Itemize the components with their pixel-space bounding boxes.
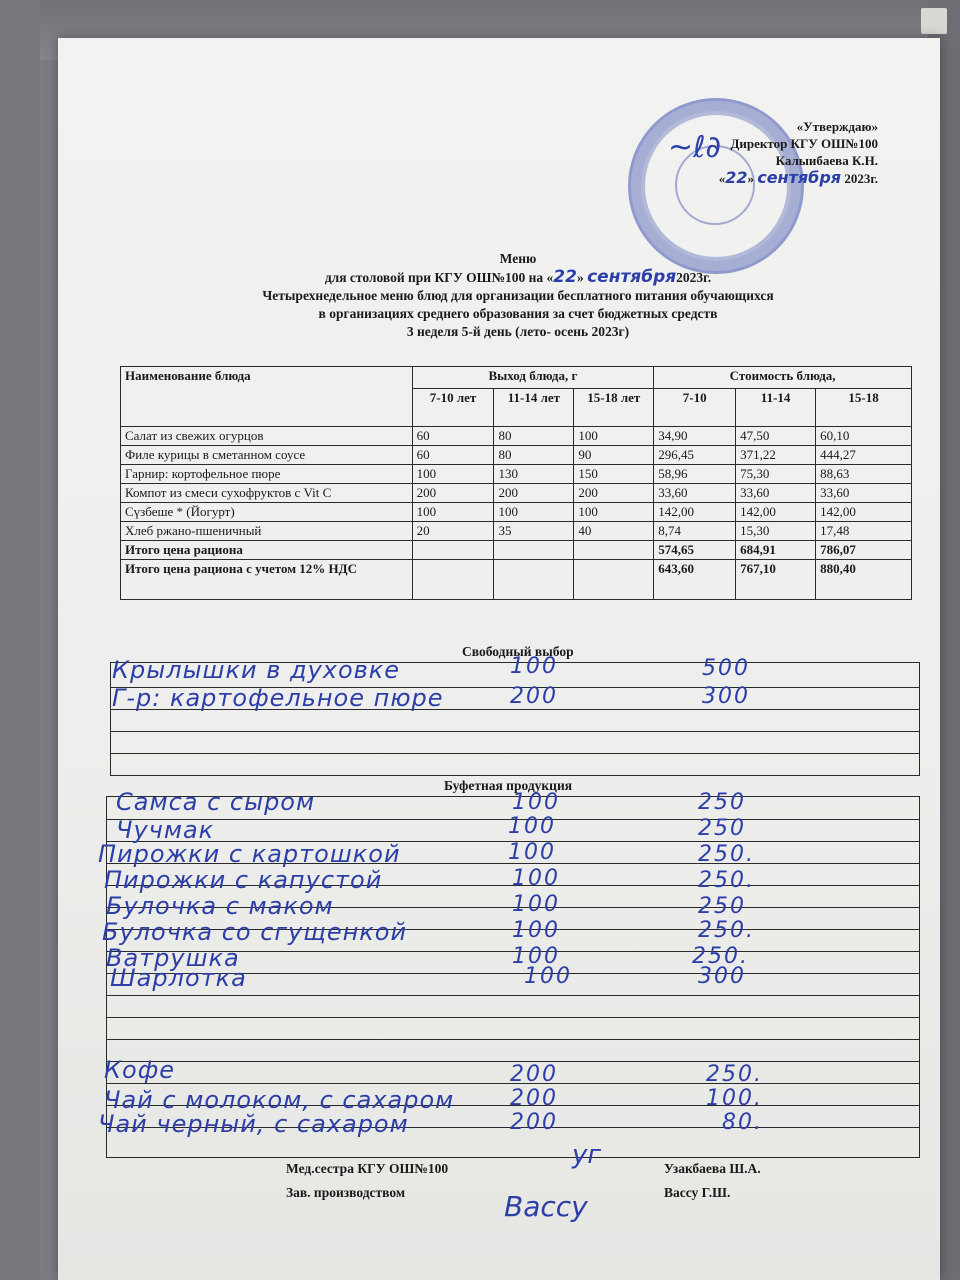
yield-value: 60 [412,427,494,446]
buffet-drink-weight: 200 [510,1062,558,1087]
buffet-item-weight: 100 [524,964,572,989]
total-vat-value: 643,60 [654,560,736,600]
menu-week-day: 3 неделя 5-й день (лето- осень 2023г) [406,324,630,339]
free-choice-item-weight: 200 [510,684,558,709]
buffet-item-name: Чучмак [116,816,215,844]
footer-nurse-label: Мед.сестра КГУ ОШ№100 [286,1161,449,1176]
approval-line-2: Директор КГУ ОШ№100 [730,136,878,151]
manager-signature: Вассу [504,1190,588,1223]
cost-value: 142,00 [816,503,912,522]
total-vat-value: 767,10 [736,560,816,600]
menu-subtitle-1: Четырехнедельное меню блюд для организации бесплатного питания обучающихся [262,288,774,303]
buffet-item-price: 300 [698,964,746,989]
yield-value: 20 [412,522,494,541]
yield-value: 200 [574,484,654,503]
total-vat-value: 880,40 [816,560,912,600]
cost-value: 88,63 [816,465,912,484]
buffet-item-price: 250. [698,918,755,943]
table-row [121,446,912,465]
menu-subtitle-2: в организациях среднего образования за счет бюджетных средств [318,306,718,321]
buffet-item-name: Булочка с маком [106,892,334,920]
total-vat-row [121,560,912,600]
buffet-item-price: 250. [698,868,755,893]
yield-value: 100 [412,465,494,484]
dish-name: Компот из смеси сухофруктов с Vit C [121,484,413,503]
buffet-drink-name: Чай черный, с сахаром [98,1110,409,1138]
footer-manager-name: Вассу Г.Ш. [664,1185,731,1200]
buffet-item-price: 250 [698,790,746,815]
header-dish-name: Наименование блюда [121,367,413,427]
approval-date: «22» сентября 2023г. [718,168,878,187]
buffet-title: Буфетная продукция [444,778,573,793]
buffet-drink-name: Чай с молоком, с сахаром [104,1086,455,1114]
header-yield: Выход блюда, г [412,367,654,389]
cost-value: 296,45 [654,446,736,465]
free-choice-item-name: Крылышки в духовке [112,656,401,684]
menu-title: Меню [499,251,537,266]
header-cost-age: 7-10 [654,389,736,427]
dish-name: Сүзбеше * (Йогурт) [121,503,413,522]
yield-value: 35 [494,522,574,541]
approval-block [578,118,878,187]
buffet-item-price: 250. [692,944,749,969]
yield-value: 100 [574,427,654,446]
free-choice-item-weight: 100 [510,654,558,679]
buffet-item-weight: 100 [508,814,556,839]
approval-date-day: 22 [725,168,748,187]
total-row [121,541,912,560]
table-row [121,522,912,541]
cost-value: 60,10 [816,427,912,446]
buffet-drink-weight: 200 [510,1110,558,1135]
buffet-item-weight: 100 [512,866,560,891]
cost-value: 371,22 [736,446,816,465]
buffet-drink-price: 80. [722,1110,763,1135]
buffet-item-name: Пирожки с капустой [104,866,383,894]
footer-nurse-name: Узакбаева Ш.А. [664,1161,761,1176]
free-choice-item-price: 300 [702,684,750,709]
approval-line-3: Калыибаева К.Н. [775,153,878,168]
buffet-item-weight: 100 [512,944,560,969]
cost-value: 15,30 [736,522,816,541]
cost-value: 17,48 [816,522,912,541]
yield-value: 90 [574,446,654,465]
menu-date-line: для столовой при КГУ ОШ№100 на «22» сентября2023г. [324,267,712,287]
header-yield-age: 11-14 лет [494,389,574,427]
dish-name: Гарнир: кортофельное пюре [121,465,413,484]
buffet-drink-price: 100. [706,1086,763,1111]
cost-value: 33,60 [816,484,912,503]
total-vat-label: Итого цена рациона с учетом 12% НДС [121,560,413,600]
wall-sticker [921,8,947,34]
header-yield-age: 7-10 лет [412,389,494,427]
menu-heading [178,250,858,341]
header-yield-age: 15-18 лет [574,389,654,427]
yield-value: 150 [574,465,654,484]
free-choice-item-price: 500 [702,656,750,681]
yield-value: 100 [574,503,654,522]
cost-value: 34,90 [654,427,736,446]
buffet-item-price: 250 [698,894,746,919]
header-cost-age: 11-14 [736,389,816,427]
total-label: Итого цена рациона [121,541,413,560]
cost-value: 33,60 [736,484,816,503]
director-signature: ~ℓ∂ [668,130,722,165]
yield-value: 80 [494,427,574,446]
buffet-item-price: 250. [698,842,755,867]
menu-date-day: 22 [553,267,577,287]
nurse-signature: уг [572,1140,602,1170]
buffet-item-name: Булочка со сгущенкой [102,918,408,946]
buffet-item-weight: 100 [512,790,560,815]
menu-sheet [58,38,940,1280]
yield-value: 100 [412,503,494,522]
cost-value: 75,30 [736,465,816,484]
buffet-item-name: Шарлотка [110,964,247,992]
footer-manager-label: Зав. производством [286,1185,406,1200]
approval-line-1: «Утверждаю» [796,119,878,134]
dish-name: Хлеб ржано-пшеничный [121,522,413,541]
table-row [121,465,912,484]
total-value: 684,91 [736,541,816,560]
yield-value: 130 [494,465,574,484]
buffet-item-weight: 100 [512,892,560,917]
buffet-item-name: Пирожки с картошкой [98,840,401,868]
menu-date-month: сентября [587,267,677,287]
cost-value: 47,50 [736,427,816,446]
total-value: 574,65 [654,541,736,560]
buffet-item-weight: 100 [508,840,556,865]
dish-name: Филе курицы в сметанном соусе [121,446,413,465]
header-cost-age: 15-18 [816,389,912,427]
yield-value: 80 [494,446,574,465]
photo-background-left [0,0,40,1280]
cost-value: 444,27 [816,446,912,465]
table-row [121,503,912,522]
table-row [121,484,912,503]
menu-table [120,366,912,600]
approval-date-month: сентября [757,168,842,187]
yield-value: 100 [494,503,574,522]
dish-name: Салат из свежих огурцов [121,427,413,446]
total-value: 786,07 [816,541,912,560]
buffet-item-name: Ватрушка [106,944,240,972]
cost-value: 33,60 [654,484,736,503]
header-cost: Стоимость блюда, [654,367,912,389]
buffet-drink-name: Кофе [104,1056,176,1084]
free-choice-title: Свободный выбор [462,644,574,659]
buffet-drink-weight: 200 [510,1086,558,1111]
free-choice-item-name: Г-р: картофельное пюре [112,684,444,712]
yield-value: 200 [412,484,494,503]
cost-value: 142,00 [736,503,816,522]
buffet-item-price: 250 [698,816,746,841]
cost-value: 58,96 [654,465,736,484]
buffet-drink-price: 250. [706,1062,763,1087]
cost-value: 142,00 [654,503,736,522]
yield-value: 60 [412,446,494,465]
yield-value: 200 [494,484,574,503]
table-row [121,427,912,446]
cost-value: 8,74 [654,522,736,541]
buffet-item-name: Самса с сыром [116,788,316,816]
buffet-item-weight: 100 [512,918,560,943]
yield-value: 40 [574,522,654,541]
